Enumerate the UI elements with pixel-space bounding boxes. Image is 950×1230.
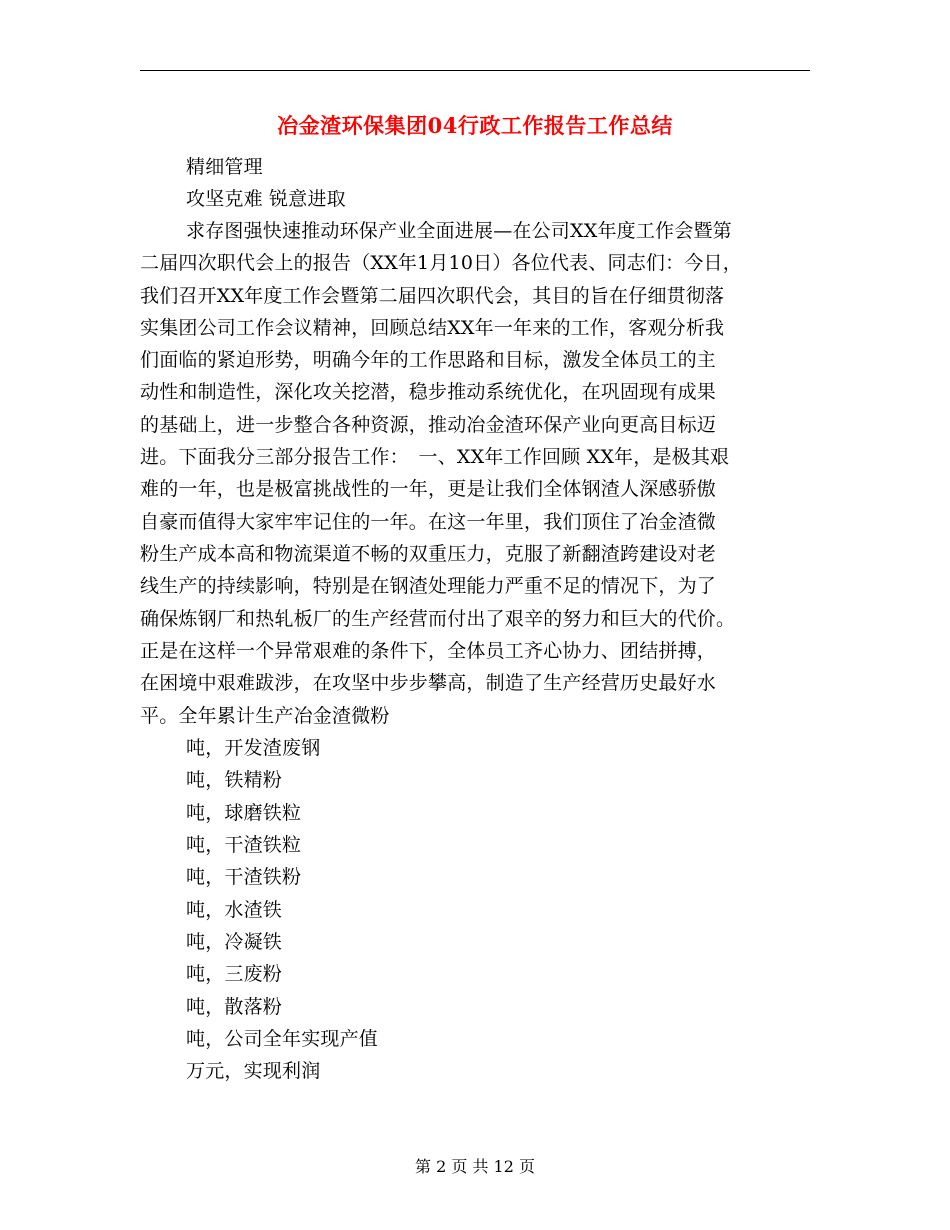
body-line: 动性和制造性，深化攻关挖潜，稳步推动系统优化，在巩固现有成果 (140, 381, 717, 403)
body-line: 正是在这样一个异常艰难的条件下，全体员工齐心协力、团结拼搏， (140, 640, 717, 662)
page-footer: 第 2 页 共 12 页 (415, 1157, 535, 1176)
body-line: 粉生产成本高和物流渠道不畅的双重压力，克服了新翻渣跨建设对老 (140, 543, 717, 565)
body-line: 吨，冷凝铁 (186, 931, 283, 953)
body-line: 万元，实现利润 (186, 1060, 321, 1082)
document-title: 冶金渣环保集团04行政工作报告工作总结 (277, 113, 673, 138)
body-line: 吨，干渣铁粉 (186, 866, 302, 888)
body-line: 线生产的持续影响，特别是在钢渣处理能力严重不足的情况下，为了 (140, 575, 717, 597)
body-line: 吨，水渣铁 (186, 899, 283, 921)
body-line: 吨，三废粉 (186, 963, 283, 985)
body-line: 确保炼钢厂和热轧板厂的生产经营而付出了艰辛的努力和巨大的代价。 (140, 608, 736, 630)
body-line: 在困境中艰难跋涉，在攻坚中步步攀高，制造了生产经营历史最好水 (140, 672, 717, 694)
body-line: 攻坚克难 锐意进取 (186, 188, 346, 210)
body-line: 吨，干渣铁粒 (186, 834, 302, 856)
body-line: 进。下面我分三部分报告工作： 一、XX年工作回顾 XX年，是极其艰 (140, 446, 730, 468)
header-rule (140, 70, 810, 71)
body-line: 吨，散落粉 (186, 996, 283, 1018)
body-line: 实集团公司工作会议精神，回顾总结XX年一年来的工作，客观分析我 (140, 317, 725, 339)
body-line: 平。全年累计生产冶金渣微粉 (140, 705, 390, 727)
body-line: 吨，球磨铁粒 (186, 802, 302, 824)
body-line: 的基础上，进一步整合各种资源，推动冶金渣环保产业向更高目标迈 (140, 414, 717, 436)
body-line: 吨，开发渣废钢 (186, 737, 321, 759)
body-line: 难的一年，也是极富挑战性的一年，更是让我们全体钢渣人深感骄傲 (140, 478, 717, 500)
body-line: 我们召开XX年度工作会暨第二届四次职代会，其目的旨在仔细贯彻落 (140, 285, 725, 307)
body-line: 吨，铁精粉 (186, 769, 283, 791)
body-line: 精细管理 (186, 156, 263, 178)
body-line: 求存图强快速推动环保产业全面进展—在公司XX年度工作会暨第 (186, 220, 732, 242)
body-line: 二届四次职代会上的报告（XX年1月10日）各位代表、同志们：今日， (140, 252, 742, 274)
body-line: 们面临的紧迫形势，明确今年的工作思路和目标，激发全体员工的主 (140, 349, 717, 371)
body-line: 吨，公司全年实现产值 (186, 1028, 379, 1050)
body-line: 自豪而值得大家牢牢记住的一年。在这一年里，我们顶住了冶金渣微 (140, 511, 717, 533)
